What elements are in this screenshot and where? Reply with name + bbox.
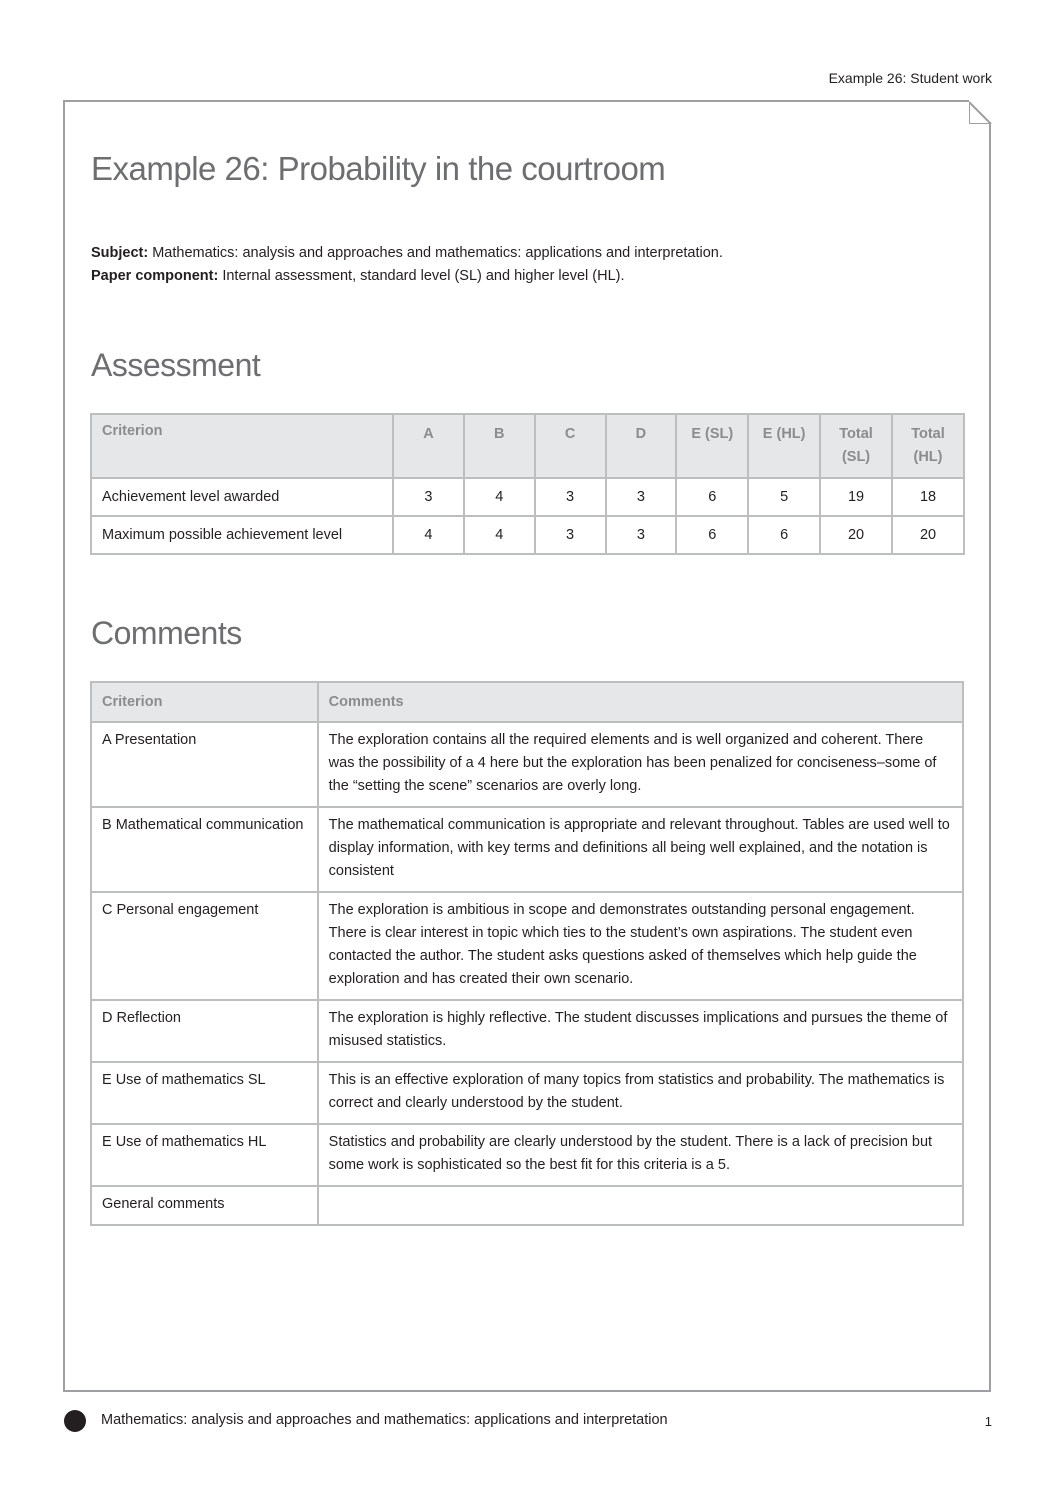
comment-cell: The mathematical communication is appropriate and relevant throughout. Tables are used well to display information, with key terms and definitions all being well explained, and the notation is consistent bbox=[318, 807, 963, 892]
column-header: A bbox=[393, 414, 464, 478]
criterion-cell: E Use of mathematics HL bbox=[91, 1124, 318, 1186]
assessment-heading: Assessment bbox=[91, 347, 261, 383]
comment-cell bbox=[318, 1186, 963, 1225]
running-head: Example 26: Student work bbox=[828, 70, 992, 86]
table-row bbox=[91, 722, 963, 807]
table-row bbox=[91, 516, 964, 554]
component-label: Paper component: bbox=[91, 268, 219, 284]
comment-cell: The exploration is highly reflective. The student discusses implications and pursues the theme of misused statistics. bbox=[318, 1000, 963, 1062]
page-title: Example 26: Probability in the courtroom bbox=[91, 150, 666, 187]
table-cell: 3 bbox=[393, 478, 464, 516]
page-corner-fold bbox=[969, 100, 991, 122]
table-cell: 6 bbox=[748, 516, 820, 554]
column-header: Criterion bbox=[91, 414, 393, 478]
row-label: Maximum possible achievement level bbox=[91, 516, 393, 554]
component-line bbox=[91, 265, 723, 288]
table-row bbox=[91, 1124, 963, 1186]
table-header-row bbox=[91, 682, 963, 722]
table-cell: 3 bbox=[606, 516, 677, 554]
table-cell: 6 bbox=[676, 478, 748, 516]
table-cell: 4 bbox=[464, 516, 535, 554]
table-cell: 3 bbox=[606, 478, 677, 516]
table-cell: 18 bbox=[892, 478, 964, 516]
comment-cell: Statistics and probability are clearly understood by the student. There is a lack of precision but some work is sophisticated so the best fit for this criteria is a 5. bbox=[318, 1124, 963, 1186]
criterion-cell: D Reflection bbox=[91, 1000, 318, 1062]
table-cell: 3 bbox=[535, 478, 606, 516]
table-row bbox=[91, 1186, 963, 1225]
table-cell: 6 bbox=[676, 516, 748, 554]
page-number: 1 bbox=[984, 1414, 992, 1429]
criterion-cell: A Presentation bbox=[91, 722, 318, 807]
comment-cell: The exploration contains all the required elements and is well organized and coherent. There was the possibility of a 4 here but the exploration has been penalized for conciseness–some of the “setting the scene” scenarios are overly long. bbox=[318, 722, 963, 807]
table-cell: 4 bbox=[464, 478, 535, 516]
column-header: Total (HL) bbox=[892, 414, 964, 478]
subject-line bbox=[91, 242, 723, 265]
column-header: Comments bbox=[318, 682, 963, 722]
column-header: Total (SL) bbox=[820, 414, 892, 478]
comment-cell: This is an effective exploration of many topics from statistics and probability. The mathematics is correct and clearly understood by the student. bbox=[318, 1062, 963, 1124]
column-header: B bbox=[464, 414, 535, 478]
comments-heading: Comments bbox=[91, 615, 242, 651]
column-header: Criterion bbox=[91, 682, 318, 722]
table-cell: 19 bbox=[820, 478, 892, 516]
table-cell: 4 bbox=[393, 516, 464, 554]
table-cell: 3 bbox=[535, 516, 606, 554]
criterion-cell: B Mathematical communication bbox=[91, 807, 318, 892]
column-header: E (SL) bbox=[676, 414, 748, 478]
table-cell: 5 bbox=[748, 478, 820, 516]
subject-value: Mathematics: analysis and approaches and mathematics: applications and interpretation. bbox=[148, 245, 723, 261]
table-row bbox=[91, 807, 963, 892]
table-row bbox=[91, 1062, 963, 1124]
table-row bbox=[91, 892, 963, 1000]
criterion-cell: C Personal engagement bbox=[91, 892, 318, 1000]
table-row bbox=[91, 1000, 963, 1062]
table-cell: 20 bbox=[892, 516, 964, 554]
subject-label: Subject: bbox=[91, 245, 149, 261]
table-cell: 20 bbox=[820, 516, 892, 554]
column-header: E (HL) bbox=[748, 414, 820, 478]
row-label: Achievement level awarded bbox=[91, 478, 393, 516]
comments-table bbox=[90, 681, 964, 1226]
comment-cell: The exploration is ambitious in scope and demonstrates outstanding personal engagement. There is clear interest in topic which ties to the student’s own aspirations. The student even contacted the author. The student asks questions asked of themselves which help guide the exploration and has created their own scenario. bbox=[318, 892, 963, 1000]
component-value: Internal assessment, standard level (SL) and higher level (HL). bbox=[218, 268, 625, 284]
column-header: C bbox=[535, 414, 606, 478]
table-header-row bbox=[91, 414, 964, 478]
footer-text: Mathematics: analysis and approaches and mathematics: applications and interpretation bbox=[101, 1412, 668, 1428]
document-meta bbox=[91, 242, 723, 288]
column-header: D bbox=[606, 414, 677, 478]
assessment-table bbox=[90, 413, 965, 555]
criterion-cell: General comments bbox=[91, 1186, 318, 1225]
ib-logo-icon bbox=[64, 1410, 86, 1432]
table-row bbox=[91, 478, 964, 516]
criterion-cell: E Use of mathematics SL bbox=[91, 1062, 318, 1124]
